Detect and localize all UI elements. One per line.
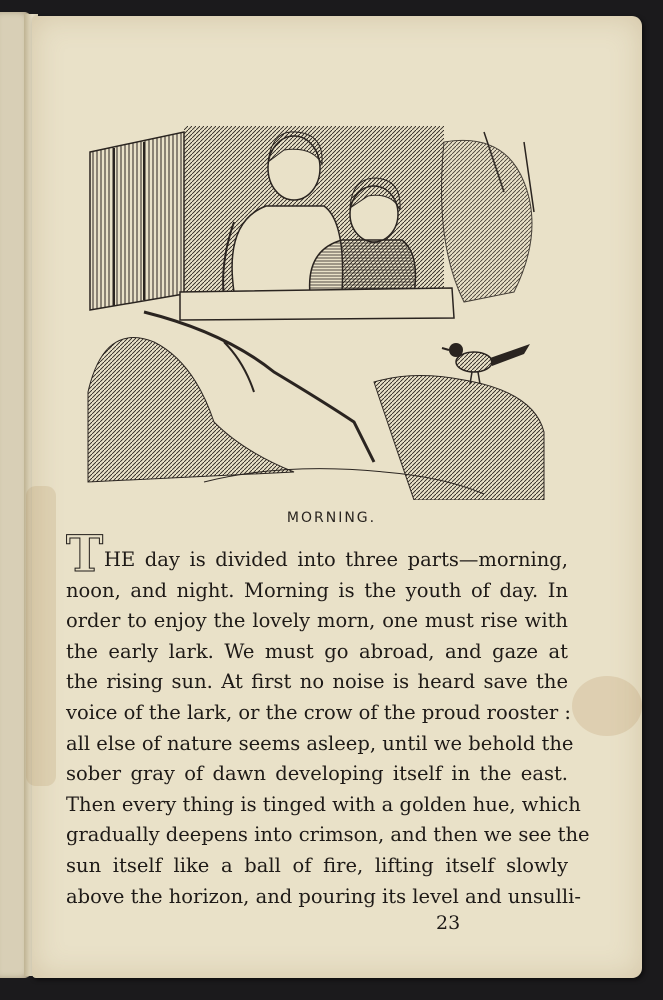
rock-right: [374, 375, 544, 500]
foliage: [442, 132, 535, 302]
text-line: gradually deepens into crimson, and then we see the: [66, 823, 590, 847]
body-text: [66, 545, 590, 912]
text-line: above the horizon, and pouring its level and unsulli-: [66, 884, 581, 908]
text-line: order to enjoy the lovely morn, one must rise with: [66, 609, 568, 633]
text-line: noon, and night. Morning is the youth of day. In: [66, 578, 568, 602]
text-line: voice of the lark, or the crow of the proud rooster :: [66, 700, 571, 724]
text-line: the rising sun. At first no noise is heard save the: [66, 670, 568, 694]
illustration-caption: MORNING.: [286, 510, 377, 526]
bush-left: [88, 338, 294, 482]
text-line: sun itself like a ball of fire, lifting itself slowly: [66, 853, 568, 877]
text-line: all else of nature seems asleep, until we behold the: [66, 731, 574, 755]
paper-stain: [572, 676, 642, 736]
window-sill: [180, 288, 454, 320]
bird: [442, 343, 530, 384]
paper-stain: [26, 486, 56, 786]
text-line: Then every thing is tinged with a golden hue, which: [66, 792, 581, 816]
morning-illustration: [84, 122, 546, 500]
text-line: the early lark. We must go abroad, and gaze at: [66, 639, 568, 663]
window-shutter: [90, 132, 184, 310]
drop-cap: T: [66, 524, 104, 583]
text-line: HE day is divided into three parts—morning,: [104, 548, 568, 571]
page-number: 23: [436, 912, 461, 934]
text-line: sober gray of dawn developing itself in the east.: [66, 762, 568, 786]
